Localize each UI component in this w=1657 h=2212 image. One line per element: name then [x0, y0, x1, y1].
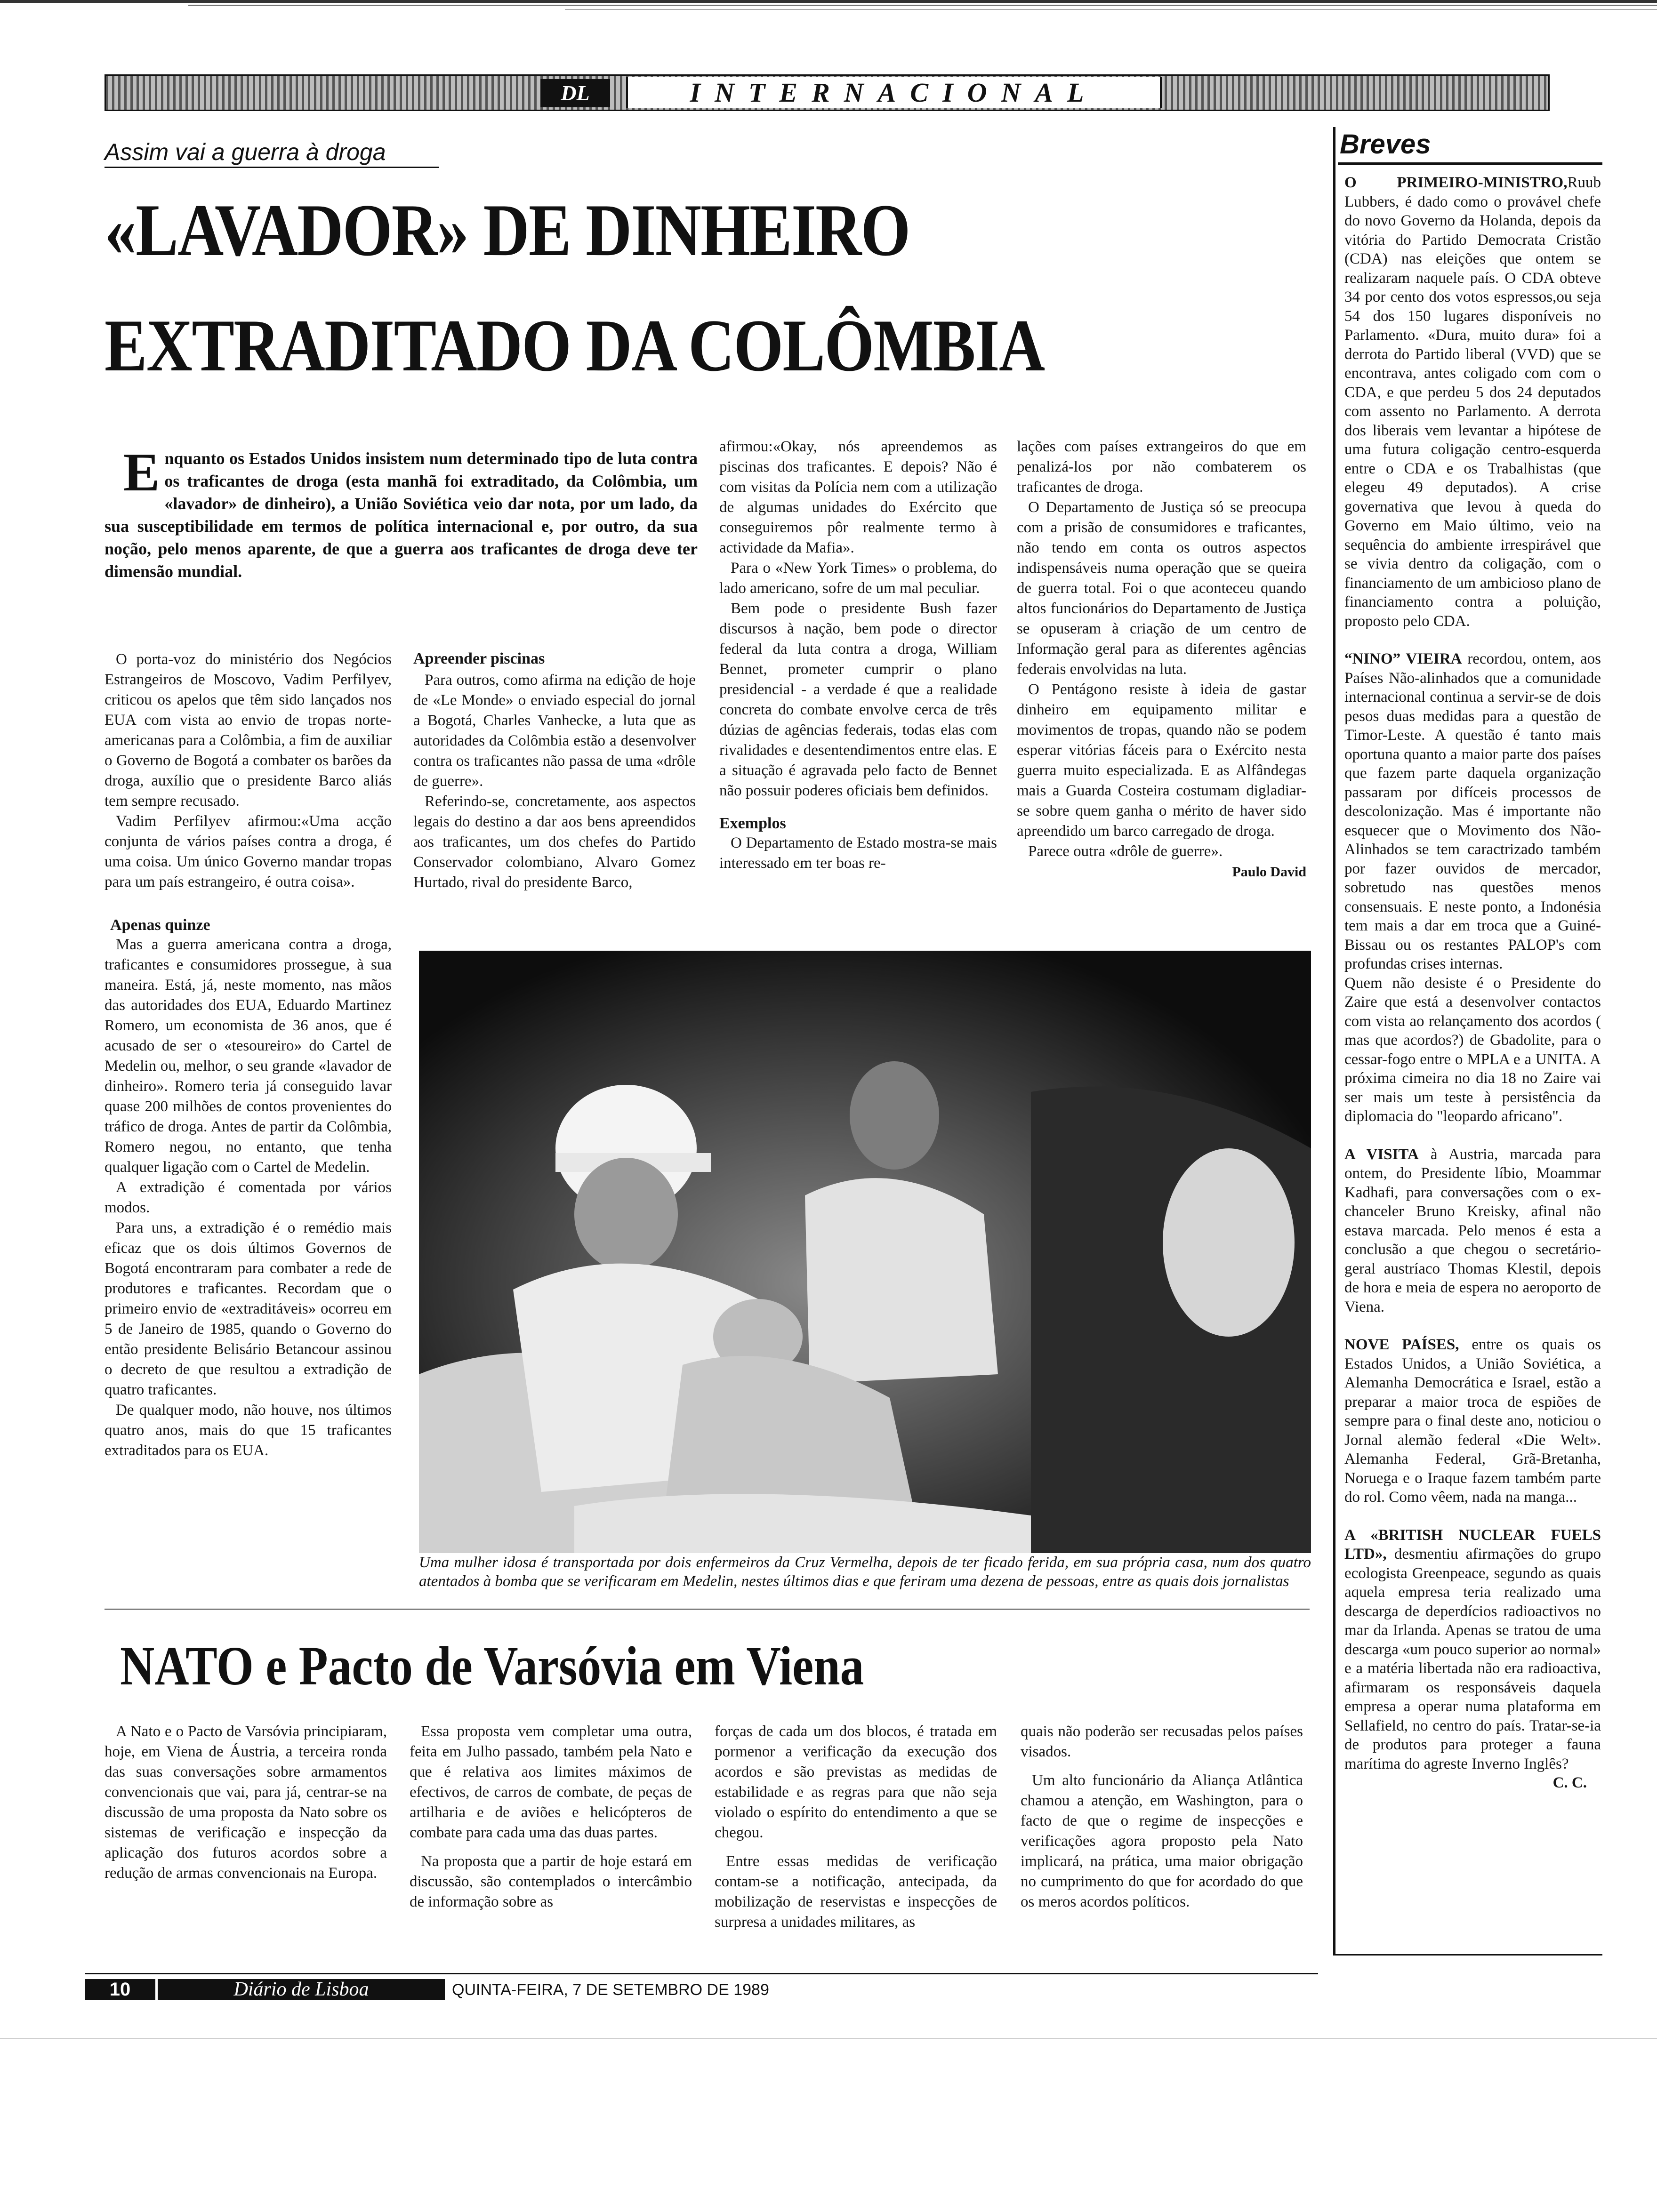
news-photo: [419, 951, 1311, 1553]
brief-text: recordou, ontem, aos Países Não-alinhados que a comunidade internacional continua a servir-se de dois pesos duas medidas para a questão de Timor-Leste. A questão é tanto mais oportuna quanto a maior parte dos países que fazem parte daquela organização passaram por difíceis processos de descolonização. Mas é importante não esquecer que o Movimento dos Não-Alinhados se tem caractrizado também por fazer ouvidos de mercador, sobretudo nas questões menos consensuais. E neste ponto, a Indonésia tem mais a dar em troca que a Guiné-Bissau ou os restantes PALOP's com profundas crises internas.: [1344, 650, 1601, 972]
nato-paragraph: Um alto funcionário da Aliança Atlântica chamou a atenção, em Washington, para o facto de que o regime de inspecções e verificações agora proposto pela Nato implicará, na prática, uma maior obrigação no cumprimento do que for acordado do que os meros acordos políticos.: [1021, 1772, 1303, 1910]
nato-column-3: [715, 1722, 997, 1932]
col3-paragraph: Bem pode o presidente Bush fazer discursos à nação, bem pode o director federal da luta contra a droga, William Bennet, prometer cumprir o plano presidencial - a verdade é que a realidade concreta do combate envolve cerca de três dúzias de agências federais, todas elas com rivalidades e desentendimentos entre elas. E a situação é agravada pelo facto de Bennet não possuir poderes oficiais bem definidos.: [719, 600, 997, 799]
brief-item: [1344, 1526, 1601, 1774]
col1-paragraph: Mas a guerra americana contra a droga, traficantes e consumidores prossegue, à sua maneira. Está, já, neste momento, nas mãos das autoridades dos EUA, Eduardo Martinez Romero, um economista de 36 anos, que é acusado de ser o «tesoureiro» do Cartel de Medelin ou, melhor, o seu grande «lavador de dinheiro». Romero teria já conseguido lavar quase 200 milhões de contos provenientes do tráfico de droga. Antes de partir da Colômbia, Romero negou, no entanto, que tenha qualquer ligação com o Cartel de Medelin.: [105, 936, 392, 1176]
scan-edge-line: [188, 5, 1657, 6]
col4-paragraph: O Pentágono resiste à ideia de gastar dinheiro em equipamento militar e movimentos de tropas, quando não se podem esperar vitórias fáceis para o Exército nesta guerra muito especializada. E as Alfândegas mais a Guarda Costeira costumam digladiar-se sobre quem ganha o mérito de haver sido apreendido um barco carregado de droga.: [1017, 681, 1306, 840]
brief-item: [1344, 974, 1601, 1126]
col3-paragraph: afirmou:«Okay, nós apreendemos as piscinas dos traficantes. E depois? Não é com visitas da Polícia nem com a utilização de algumas unidades do Exército que conseguiremos pôr realmente termo à actividade da Mafia».: [719, 438, 997, 556]
col1-subhead: Apenas quinze: [110, 916, 210, 934]
article-column-3: [719, 437, 997, 874]
photo-caption: Uma mulher idosa é transportada por dois enfermeiros da Cruz Vermelha, depois de ter ficado ferida, em sua própria casa, num dos quatro atentados à bomba que se verificaram em Medelin, nestes últimos dias e que feriram uma dezena de pessoas, entre as quais dois jornalistas: [419, 1554, 1311, 1590]
col4-paragraph: lações com países extrangeiros do que em penalizá-los por não combaterem os traficantes de droga.: [1017, 438, 1306, 496]
nato-paragraph: Na proposta que a partir de hoje estará em discussão, são contemplados o intercâmbio de informação sobre as: [410, 1853, 692, 1910]
headline-line1: «LAVADOR» DE DINHEIRO: [105, 189, 910, 272]
nato-paragraph: A Nato e o Pacto de Varsóvia principiaram, hoje, em Viena de Áustria, a terceira ronda das suas conversações sobre armamentos convencionais que vai, para já, centrar-se na discussão de uma proposta da Nato sobre os sistemas de verificação e inspecção da aplicação dos futuros acordos sobre a redução de armas convencionais na Europa.: [105, 1723, 387, 1882]
col1-paragraph: A extradição é comentada por vários modos.: [105, 1179, 392, 1216]
brief-lead: NOVE PAÍSES,: [1344, 1336, 1459, 1353]
nato-column-2: [410, 1722, 692, 1912]
byline: Paulo David: [1232, 864, 1306, 880]
paper-name: Diário de Lisboa: [158, 1979, 445, 2000]
section-divider: [105, 1609, 1310, 1610]
brief-item: [1344, 1335, 1601, 1507]
breves-rule-left: [1333, 127, 1335, 1956]
brief-text: à Austria, marcada para ontem, do Presidente líbio, Moammar Kadhafi, para conversações com o ex-chanceler Bruno Kreisky, afinal não estava marcada. Pelo menos é esta a conclusão a que chegou o secretário-geral austríaco Thomas Klestil, depois de hora e meia de espera no aeroporto de Viena.: [1344, 1146, 1601, 1315]
page-number: 10: [85, 1979, 155, 2000]
section-logo: DL: [540, 79, 610, 107]
col1-paragraph: De qualquer modo, não houve, nos últimos quatro anos, mais do que 15 traficantes extraditados para os EUA.: [105, 1402, 392, 1459]
section-name: INTERNACIONAL: [626, 77, 1162, 108]
brief-lead: “NINO” VIEIRA: [1344, 650, 1462, 667]
col3-subhead: Exemplos: [719, 815, 786, 832]
col4-paragraph: Parece outra «drôle de guerre».: [1028, 843, 1223, 860]
brief-lead: O PRIMEIRO-MINISTRO,: [1344, 174, 1568, 191]
scan-edge-line2: [565, 9, 1657, 10]
footer-date: QUINTA-FEIRA, 7 DE SETEMBRO DE 1989: [452, 1981, 769, 1999]
brief-signature: C. C.: [1552, 1774, 1587, 1791]
col4-paragraph: O Departamento de Justiça só se preocupa com a prisão de consumidores e traficantes, não tendo em conta os outros aspectos indispensáveis numa operação que se queira de guerra total. Foi o que aconteceu quando altos funcionários do Departamento de Justiça se opuseram à criação de um centro de Informação geral para as diferentes agências federais envolvidas na luta.: [1017, 499, 1306, 678]
scan-edge-top: [0, 0, 1657, 3]
brief-text: Ruub Lubbers, é dado como o provável chefe do novo Governo da Holanda, depois da vitória do Partido Democrata Cristão (CDA) nas eleições que ontem se realizaram naquele país. O CDA obteve 34 por cento dos votos espressos,ou seja 54 dos 150 lugares disponíveis no Parlamento. «Dura, muito dura» foi a derrota do Partido liberal (VVD) que se encontrava, antes coligado com com o CDA, e que perdeu 5 dos 24 deputados com assento no Parlamento. A derrota dos liberais vem levantar a hipótese de uma futura coligação centro-esquerda entre o CDA e os Trabalhistas (que elegeu 49 deputados). A crise governativa que levou à queda do Governo em Maio último, veio na sequência do ambiente irrespirável que se vivia dentro da coligação, com o financiamento de um ambicioso plano de financiamento contra a poluição, proposto pelo CDA.: [1344, 174, 1601, 630]
brief-item: [1344, 1145, 1601, 1317]
headline-line2: EXTRADITADO DA COLÔMBIA: [105, 305, 1045, 387]
brief-lead: A VISITA: [1344, 1146, 1419, 1163]
col1-paragraph: Para uns, a extradição é o remédio mais eficaz que os dois últimos Governos de Bogotá encontraram para combater a rede de produtores e traficantes. Recordam que o primeiro envio de «extraditáveis» ocorreu em 5 de Janeiro de 1985, quando o Governo do então presidente Belisário Betancour assinou o decreto de que resultou a extradição de quatro traficantes.: [105, 1219, 392, 1398]
brief-item: [1344, 173, 1601, 631]
article-column-4: [1017, 437, 1306, 882]
nato-headline: NATO e Pacto de Varsóvia em Viena: [120, 1635, 864, 1697]
col2-paragraph: Para outros, como afirma na edição de hoje de «Le Monde» o enviado especial do jornal a Bogotá, Charles Vanhecke, a luta que as autoridades da Colômbia estão a desenvolver contra os traficantes não passa de uma «drôle de guerre».: [413, 672, 696, 790]
brief-lead: A «BRITISH NUCLEAR FUELS LTD»,: [1344, 1526, 1601, 1563]
col1-paragraph: O porta-voz do ministério dos Negócios Estrangeiros de Moscovo, Vadim Perfilyev, criticou os apelos que têm sido lançados nos EUA com vista ao envio de tropas norte-americanas para a Colômbia, a fim de auxiliar o Governo de Bogotá a combater os barões da droga, auxílio que o presidente Barco aliás tem sempre recusado.: [105, 651, 392, 809]
lead-dropcap: E: [123, 442, 160, 503]
photo-scene: [419, 951, 1311, 1553]
breves-title-rule: [1338, 162, 1602, 165]
kicker: Assim vai a guerra à droga: [105, 137, 439, 168]
nato-paragraph: forças de cada um dos blocos, é tratada em pormenor a verificação da execução dos acordos e são previstas as medidas de estabilidade e as regras para que não seja violado o espírito do entendimento a que se chegou.: [715, 1723, 997, 1841]
brief-text: entre os quais os Estados Unidos, a União Soviética, a Alemanha Democrática e Israel, estão a preparar a maior troca de espiões de sempre para o final deste ano, noticiou o Jornal alemão federal «Die Welt». Alemanha Federal, Grã-Bretanha, Noruega e o Iraque fazem também parte do rol. Como vêem, nada na manga...: [1344, 1336, 1601, 1506]
brief-text: desmentiu afirmações do grupo ecologista Greenpeace, segundo as quais aquela empresa teria realizado uma descarga de deperdícios radioactivos no mar da Irlanda. Apenas se tratou de uma descarga «um pouco superior ao normal» e a matéria libertada não era radioactiva, afirmaram os responsáveis daquela empresa a operar numa plataforma em Sellafield, no centro do país. Tratar-se-ia de produtos para proteger a fauna marítima do agreste Inverno Inglês?: [1344, 1546, 1601, 1772]
lead-paragraph: [105, 442, 698, 583]
scan-margin-line: [0, 2038, 1657, 2039]
second-medic-shirt: [805, 1178, 998, 1384]
nato-paragraph: Essa proposta vem completar uma outra, feita em Julho passado, também pela Nato e que é relativa aos limites máximos de efectivos, de carros de combate, de peças de artilharia e de aviões e helicópteros de combate para cada uma das duas partes.: [410, 1723, 692, 1841]
brief-text: Quem não desiste é o Presidente do Zaire que está a desenvolver contactos com vista ao relançamento dos acordos ( mas que acordos?) de Gbadolite, para o cessar-fogo entre o MPLA e a UNITA. A próxima cimeira no dia 18 no Zaire vai ser mais um teste à persistência da diplomacia do "leopardo africano".: [1344, 974, 1601, 1125]
col2-subhead: Apreender piscinas: [413, 650, 545, 667]
lead-text: nquanto os Estados Unidos insistem num determinado tipo de luta contra os traficantes de droga (esta manhã foi extraditado, da Colômbia, um «lavador» de dinheiro), a União Soviética veio dar nota, por um lado, da sua susceptibilidade em termos de política internacional e, por outro, da sua noção, pelo menos aparente, de que a guerra aos traficantes de droga deve ter dimensão mundial.: [105, 449, 698, 581]
breves-column: [1344, 173, 1601, 1793]
brief-item: [1344, 649, 1601, 974]
nato-paragraph: Entre essas medidas de verificação contam-se a notificação, antecipada, da mobilização de reservistas e inspecções de surpresa a unidades militares, as: [715, 1853, 997, 1931]
nato-column-4: [1021, 1722, 1303, 1912]
breves-title: Breves: [1340, 129, 1431, 160]
col3-paragraph: Para o «New York Times» o problema, do lado americano, sofre de um mal peculiar.: [719, 560, 997, 597]
nato-column-1: [105, 1722, 387, 1883]
article-column-1: [105, 649, 392, 1461]
article-column-2: [413, 649, 696, 893]
col3-paragraph: O Departamento de Estado mostra-se mais interessado em ter boas re-: [719, 834, 997, 872]
footer-rule: [85, 1973, 1318, 1974]
col1-paragraph: Vadim Perfilyev afirmou:«Uma acção conjunta de vários países contra a droga, é uma coisa. Um único Governo mandar tropas para um país estrangeiro, é outra coisa».: [105, 813, 392, 890]
col2-paragraph: Referindo-se, concretamente, aos aspectos legais do destino a dar aos bens apreendidos aos traficantes, um dos chefes do Partido Conservador colombiano, Alvaro Gomez Hurtado, rival do presidente Barco,: [413, 793, 696, 891]
nato-paragraph: quais não poderão ser recusadas pelos países visados.: [1021, 1723, 1303, 1760]
breves-rule-bottom: [1333, 1954, 1602, 1956]
